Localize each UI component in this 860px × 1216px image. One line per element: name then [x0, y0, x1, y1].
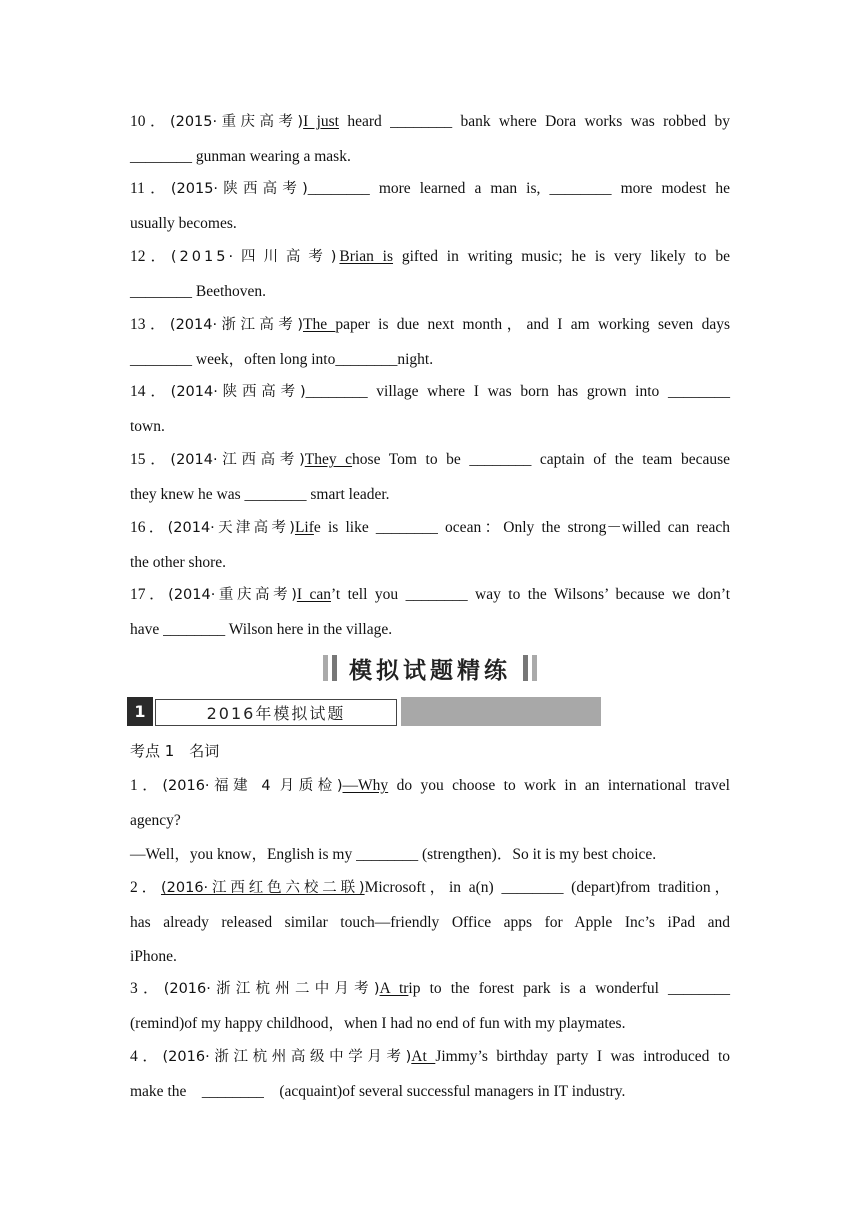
- question-text-cont: iPhone.: [130, 947, 177, 965]
- question-source: (2014·重庆高考): [168, 587, 297, 603]
- question-2016-2: [130, 871, 730, 973]
- underlined-text: I just: [303, 113, 339, 130]
- banner-bar-decoration: [523, 655, 528, 681]
- question-source: (2014·江西高考): [170, 452, 305, 468]
- question-number: 15．: [130, 451, 171, 468]
- underlined-text: Brian is: [339, 248, 394, 265]
- question-text: Microsoft，in a(n) ________ (depart)from tradition，: [364, 879, 730, 896]
- question-text: ________ more learned a man is, ________ more modest he: [307, 180, 730, 197]
- question-2016-4: [130, 1040, 730, 1109]
- question-source: (2016·江西红色六校二联): [160, 880, 365, 896]
- question-text-cont: usually becomes.: [130, 214, 237, 232]
- underlined-text: Lif: [294, 519, 314, 536]
- question-13: [130, 308, 730, 377]
- question-text-cont: town.: [130, 417, 165, 435]
- question-source: (2014·天津高考): [167, 520, 295, 536]
- sub-banner-fill: [401, 697, 601, 726]
- question-2016-1: [130, 769, 730, 871]
- question-source: (2015·陕西高考): [170, 181, 308, 197]
- underlined-text: At: [411, 1048, 436, 1065]
- question-11: [130, 172, 730, 241]
- question-text: gifted in writing music; he is very likely to be: [393, 248, 730, 265]
- question-source: (2014·陕西高考): [170, 384, 306, 400]
- question-text: Jimmy’s birthday party I was introduced to: [435, 1048, 730, 1065]
- question-source: (2016·浙江杭州高级中学月考): [162, 1049, 412, 1065]
- question-text-cont: ________ gunman wearing a mask.: [130, 147, 351, 165]
- question-text-cont: have ________ Wilson here in the village.: [130, 620, 393, 638]
- question-source: (2016·福建 4 月质检): [162, 778, 343, 794]
- question-17: [130, 578, 730, 647]
- banner-title: 模拟试题精练: [349, 657, 511, 684]
- question-source: (2016·浙江杭州二中月考): [163, 981, 380, 997]
- question-12: [130, 240, 730, 309]
- question-number: 17．: [130, 586, 169, 603]
- question-source: (2015·四川高考): [170, 249, 340, 265]
- section-label: 考点 1 名词: [130, 742, 220, 760]
- question-15: [130, 443, 730, 512]
- question-16: [130, 511, 730, 580]
- sub-banner-number: 1: [127, 697, 153, 726]
- question-text: e is like ________ ocean：Only the strong－willed can reach: [313, 519, 730, 536]
- question-10: [130, 105, 730, 174]
- question-text: ip to the forest park is a wonderful ________: [408, 980, 730, 997]
- banner-bar-decoration: [332, 655, 337, 681]
- question-number: 10．: [130, 113, 170, 130]
- question-text: heard ________ bank where Dora works was robbed by: [339, 113, 730, 130]
- question-text-cont: agency?: [130, 811, 181, 829]
- underlined-text: The: [302, 316, 336, 333]
- underlined-text: I can: [296, 586, 331, 603]
- question-text-cont: (remind)of my happy childhood，when I had no end of fun with my playmates.: [130, 1014, 626, 1032]
- question-text-cont: ________ week，often long into________night.: [130, 350, 434, 368]
- question-text: hose Tom to be ________ captain of the team because: [352, 451, 730, 468]
- question-number: 16．: [130, 519, 168, 536]
- section-banner: [130, 650, 730, 686]
- question-source: (2014·浙江高考): [169, 317, 303, 333]
- answer-line: —Well，you know，English is my ________ (strengthen)．So it is my best choice.: [130, 845, 657, 863]
- question-number: 13．: [130, 316, 170, 333]
- question-text-cont: make the ________ (acquaint)of several successful managers in IT industry.: [130, 1082, 626, 1100]
- question-2016-3: [130, 972, 730, 1041]
- question-text-cont: ________ Beethoven.: [130, 282, 267, 300]
- question-text: do you choose to work in an international travel: [388, 777, 730, 794]
- question-number: 2．: [130, 879, 161, 896]
- question-number: 3．: [130, 980, 164, 997]
- underlined-text: A tr: [379, 980, 409, 997]
- question-text-cont: the other shore.: [130, 553, 226, 571]
- question-14: [130, 375, 730, 444]
- question-text-cont: has already released similar touch—friendly Office apps for Apple Inc’s iPad and: [130, 913, 730, 931]
- underlined-text: They c: [304, 451, 353, 468]
- question-text: paper is due next month，and I am working seven days: [335, 316, 730, 333]
- question-text: ’t tell you ________ way to the Wilsons’ because we don’t: [330, 586, 731, 603]
- question-text: ________ village where I was born has grown into ________: [305, 383, 730, 400]
- underlined-text: —Why: [342, 777, 389, 794]
- question-number: 4．: [130, 1048, 163, 1065]
- banner-bar-decoration: [532, 655, 537, 681]
- question-number: 1．: [130, 777, 163, 794]
- sub-banner-label: 2016年模拟试题: [155, 699, 397, 726]
- question-text-cont: they knew he was ________ smart leader.: [130, 485, 390, 503]
- banner-bar-decoration: [323, 655, 328, 681]
- question-number: 11．: [130, 180, 171, 197]
- question-number: 12．: [130, 248, 171, 265]
- sub-banner: [127, 697, 601, 726]
- section-heading: [130, 735, 730, 769]
- question-source: (2015·重庆高考): [169, 114, 304, 130]
- question-number: 14．: [130, 383, 171, 400]
